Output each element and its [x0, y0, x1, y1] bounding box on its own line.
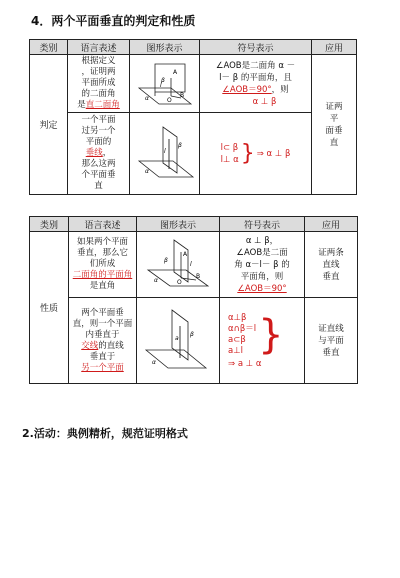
header-symbol: 符号表示 [200, 40, 312, 55]
svg-text:O: O [177, 278, 182, 286]
dihedral-angle-property-figure [140, 236, 216, 294]
svg-text:A: A [172, 68, 177, 76]
svg-text:a: a [175, 334, 179, 342]
criterion-table [29, 39, 357, 195]
header-application: 应用 [305, 217, 358, 232]
description-cell: 如果两个平面 垂直，那么它 们所成 二面角的平面角 是直角 [69, 232, 137, 298]
svg-text:l: l [159, 81, 162, 89]
header-figure: 图形表示 [130, 40, 200, 55]
header-description: 语言表述 [69, 217, 137, 232]
figure-cell [137, 232, 220, 298]
svg-text:B: B [196, 272, 201, 280]
svg-text:O: O [166, 96, 172, 104]
category-cell: 性质 [30, 232, 69, 384]
property-table [29, 216, 358, 384]
line-perpendicular-plane-figure [140, 306, 216, 376]
svg-text:β: β [160, 76, 165, 84]
symbol-cell: ∠AOB是二面角 α － l－ β 的平面角，且 ∠AOB＝90°，则 α ⊥ β [200, 55, 312, 113]
svg-text:β: β [190, 330, 194, 338]
svg-text:B: B [179, 91, 184, 99]
figure-cell [137, 298, 220, 384]
figure-cell [130, 113, 200, 195]
header-description: 语言表述 [68, 40, 130, 55]
header-figure: 图形表示 [137, 217, 220, 232]
dihedral-angle-figure [133, 58, 197, 110]
svg-text:α: α [152, 358, 156, 366]
svg-text:α: α [144, 94, 149, 102]
header-category: 类别 [30, 217, 69, 232]
svg-text:β: β [177, 141, 182, 149]
symbol-cell: l⊂ β l⊥ α } ⇒ α ⊥ β [200, 113, 312, 195]
activity-title: 2.活动：典例精析，规范证明格式 [22, 427, 188, 440]
symbol-cell: α⊥β α∩β＝l a⊂β a⊥l } ⇒ a ⊥ α [220, 298, 305, 384]
category-cell: 判定 [30, 55, 68, 195]
svg-text:β: β [164, 256, 168, 264]
perpendicular-line-figure [133, 121, 197, 187]
application-cell: 证直线 与平面 垂直 [305, 298, 358, 384]
svg-text:l: l [163, 147, 166, 155]
svg-text:α: α [144, 167, 149, 175]
description-cell: 根据定义 ，证明两 平面所成 的二面角 是直二面角 [68, 55, 130, 113]
header-application: 应用 [312, 40, 357, 55]
svg-text:l: l [190, 260, 192, 268]
svg-text:α: α [154, 276, 158, 284]
section-title: 4．两个平面垂直的判定和性质 [31, 14, 196, 28]
symbol-cell: α ⊥ β， ∠AOB是二面 角 α－l－ β 的 平面角，则 ∠AOB＝90° [220, 232, 305, 298]
application-cell: 证两条 直线 垂直 [305, 232, 358, 298]
description-cell: 两个平面垂 直，则一个平面 内垂直于 交线的直线 垂直于 另一个平面 [69, 298, 137, 384]
header-symbol: 符号表示 [220, 217, 305, 232]
figure-cell [130, 55, 200, 113]
header-category: 类别 [30, 40, 68, 55]
description-cell: 一个平面 过另一个 平面的 垂线， 那么这两 个平面垂 直 [68, 113, 130, 195]
application-cell: 证两 平 面垂 直 [312, 55, 357, 195]
svg-text:A: A [183, 250, 188, 258]
